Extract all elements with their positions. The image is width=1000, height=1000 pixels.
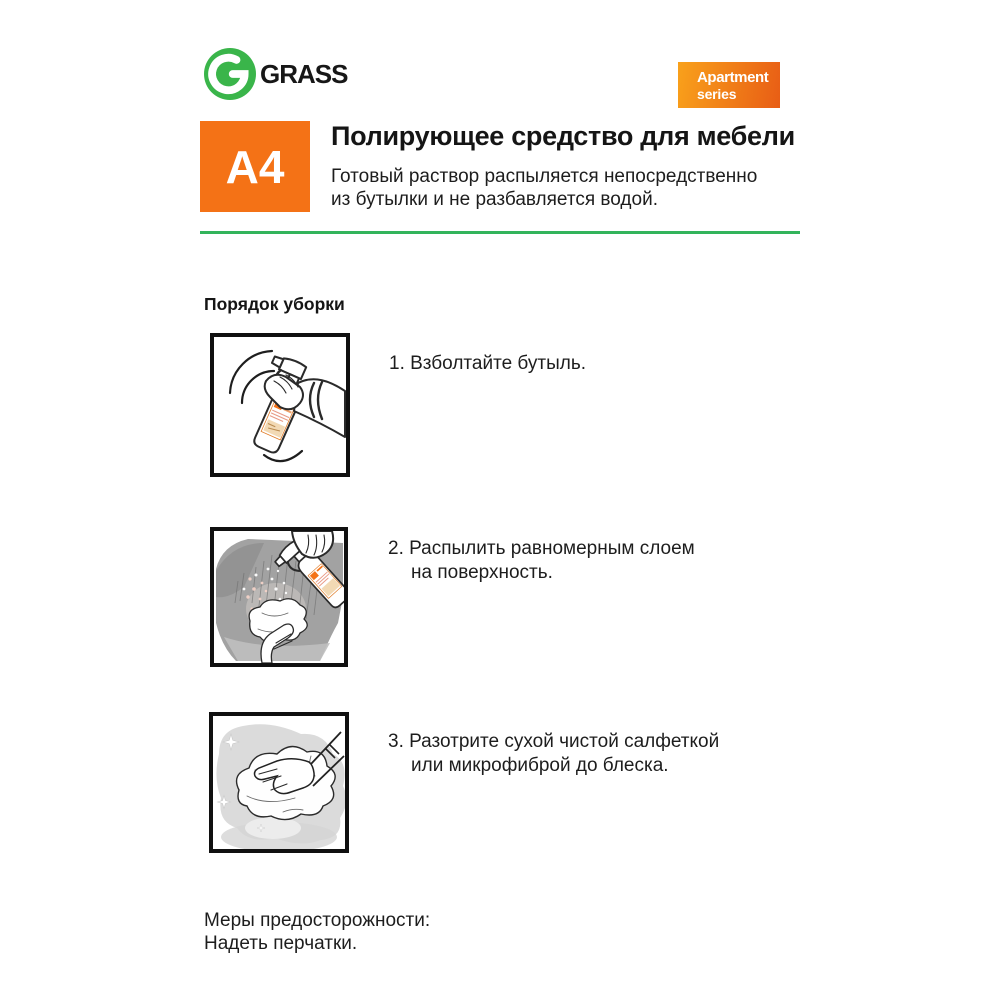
series-badge <box>678 62 780 108</box>
green-divider <box>200 231 800 234</box>
product-code: A4 <box>225 140 285 193</box>
precautions-line1: Надеть перчатки. <box>204 933 358 954</box>
product-description <box>331 165 757 211</box>
series-badge-line2: series <box>697 86 737 102</box>
brand-name: GRASS <box>260 59 348 89</box>
step1-illustration-box <box>210 333 350 477</box>
precautions-heading: Меры предосторожности: <box>204 910 431 931</box>
step2-line2: на поверхность. <box>411 562 553 583</box>
step3-text <box>388 730 719 778</box>
step2-line1: 2. Распылить равномерным слоем <box>388 538 695 559</box>
step3-line1: 3. Разотрите сухой чистой салфеткой <box>388 731 720 752</box>
product-description-line2: из бутылки и не разбавляется водой. <box>331 189 658 210</box>
product-title: Полирующее средство для мебели <box>331 121 795 151</box>
product-code-box <box>200 121 310 212</box>
spray-on-surface-illustration <box>214 531 344 663</box>
product-description-line1: Готовый раствор распыляется непосредственно <box>331 166 758 187</box>
step1-text <box>389 352 586 376</box>
shake-bottle-illustration <box>214 337 346 473</box>
wipe-with-cloth-illustration <box>213 716 345 849</box>
instructions-heading: Порядок уборки <box>204 294 345 314</box>
step2-text <box>388 537 695 585</box>
precautions <box>204 909 430 955</box>
step1-line1: 1. Взболтайте бутыль. <box>389 353 587 374</box>
grass-logo-icon <box>204 48 256 100</box>
series-badge-line1: Apartment <box>697 69 769 86</box>
step2-illustration-box <box>210 527 348 667</box>
step3-illustration-box <box>209 712 349 853</box>
step3-line2: или микрофиброй до блеска. <box>411 755 669 776</box>
